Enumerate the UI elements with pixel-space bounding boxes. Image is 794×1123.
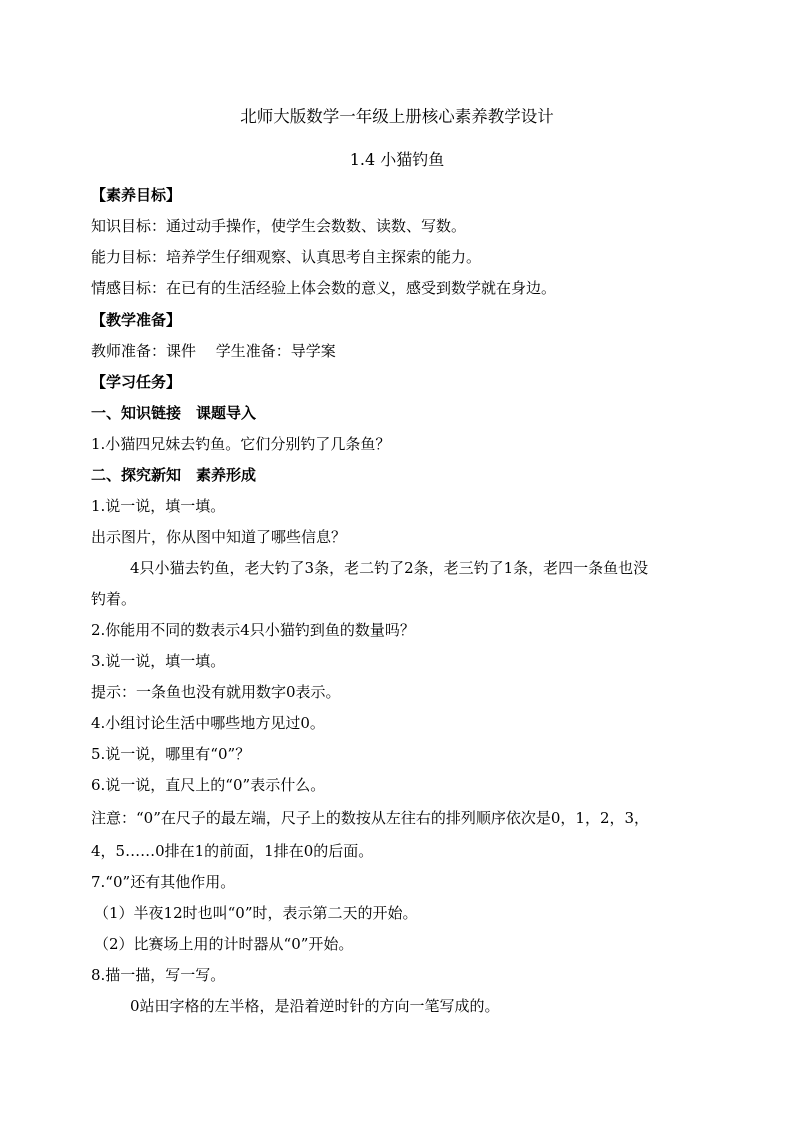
task-line: 4.小组讨论生活中哪些地方见过0。 xyxy=(91,714,325,732)
lesson-title: 1.4 小猫钓鱼 xyxy=(349,150,445,169)
subsection-heading-explore: 二、探究新知 素养形成 xyxy=(91,466,257,484)
task-line: （2）比赛场上用的计时器从“0”开始。 xyxy=(94,935,354,953)
task-line: 注意：“0”在尺子的最左端，尺子上的数按从左往右的排列顺序依次是0，1，2，3， xyxy=(91,809,650,827)
ability-goal: 能力目标：培养学生仔细观察、认真思考自主探索的能力。 xyxy=(91,248,482,266)
task-line: 钓着。 xyxy=(91,590,137,608)
knowledge-goal: 知识目标：通过动手操作，使学生会数数、读数、写数。 xyxy=(91,217,467,235)
emotion-goal: 情感目标：在已有的生活经验上体会数的意义，感受到数学就在身边。 xyxy=(91,279,557,297)
task-line: 3.说一说，填一填。 xyxy=(91,652,226,670)
task-line: 8.描一描，写一写。 xyxy=(91,966,226,984)
task-line: 2.你能用不同的数表示4只小猫钓到鱼的数量吗？ xyxy=(91,621,415,639)
section-heading-tasks: 【学习任务】 xyxy=(91,373,182,391)
task-line: 出示图片，你从图中知道了哪些信息？ xyxy=(91,528,347,546)
task-line: 6.说一说，直尺上的“0”表示什么。 xyxy=(91,776,326,794)
task-line: 7.“0”还有其他作用。 xyxy=(91,873,236,891)
section-heading-preparation: 【教学准备】 xyxy=(91,311,182,329)
task-line: 1.小猫四兄妹去钓鱼。它们分别钓了几条鱼？ xyxy=(91,435,391,453)
task-line: 0站田字格的左半格，是沿着逆时针的方向一笔写成的。 xyxy=(130,997,500,1015)
task-line: 1.说一说，填一填。 xyxy=(91,497,226,515)
preparation-text: 教师准备：课件 学生准备：导学案 xyxy=(91,342,336,360)
task-line: （1）半夜12时也叫“0”时，表示第二天的开始。 xyxy=(94,904,418,922)
subsection-heading-intro: 一、知识链接 课题导入 xyxy=(91,404,257,422)
document-title: 北师大版数学一年级上册核心素养教学设计 xyxy=(240,107,554,126)
task-line: 4只小猫去钓鱼，老大钓了3条，老二钓了2条，老三钓了1条，老四一条鱼也没 xyxy=(130,559,649,577)
task-line: 4，5……0排在1的前面，1排在0的后面。 xyxy=(91,842,374,860)
task-line: 5.说一说，哪里有“0”？ xyxy=(91,745,251,763)
section-heading-goals: 【素养目标】 xyxy=(91,186,182,204)
task-line: 提示：一条鱼也没有就用数字0表示。 xyxy=(91,683,341,701)
